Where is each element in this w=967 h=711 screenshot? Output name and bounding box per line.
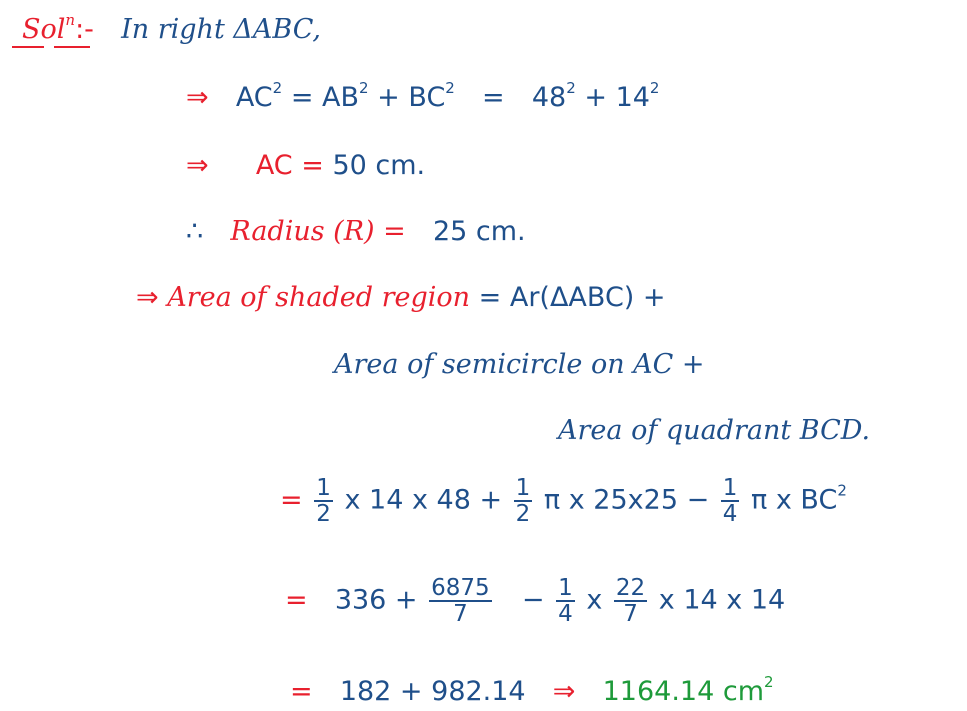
exp: 2 — [445, 79, 455, 97]
denominator: 4 — [558, 601, 573, 627]
semicircle-term: Area of semicircle on AC + — [334, 349, 705, 380]
fraction-22-7 — [614, 576, 647, 626]
equals: = — [290, 676, 313, 707]
term-14x14: x 14 x 14 — [658, 584, 786, 616]
radius-label: Radius (R) = — [230, 216, 406, 247]
numerator: 6875 — [431, 575, 490, 601]
area-triangle-term: = Ar(ΔABC) + — [478, 282, 666, 313]
value-14: 14 — [615, 82, 650, 113]
sol-underline-2 — [54, 46, 90, 48]
exp: 2 — [359, 79, 369, 97]
radius-value: 25 cm. — [432, 216, 526, 247]
exp: 2 — [649, 79, 660, 97]
equals: = — [285, 584, 308, 616]
intro-text: In right ΔABC, — [121, 14, 321, 45]
final-answer: 1164.14 cm — [602, 676, 764, 707]
step-formula-substitution — [280, 476, 847, 526]
therefore-symbol: ∴ — [186, 216, 204, 247]
quadrant-term: Area of quadrant BCD. — [558, 415, 871, 446]
step-ac-value — [186, 150, 425, 182]
equals: = — [280, 484, 303, 516]
sol-superscript: n — [65, 11, 76, 29]
fraction-quarter — [556, 576, 575, 626]
implies-arrow: ⇒ — [186, 82, 209, 113]
step-area-definition — [136, 282, 666, 314]
times: x — [586, 584, 603, 616]
solution-header — [22, 11, 321, 46]
value-48: 48 — [531, 82, 567, 113]
shaded-region-label: Area of shaded region — [167, 282, 471, 313]
ac-value: 50 cm. — [332, 150, 426, 181]
implies-arrow: ⇒ — [186, 150, 209, 181]
ac-term: AC — [235, 82, 273, 113]
denominator: 2 — [316, 501, 331, 527]
fraction-6875-7 — [429, 576, 492, 626]
fraction-quarter — [721, 476, 740, 526]
fraction-half — [514, 476, 533, 526]
step-radius — [186, 216, 526, 248]
term-triangle: x 14 x 48 + — [344, 484, 503, 516]
implies-arrow: ⇒ — [552, 676, 576, 707]
exp: 2 — [566, 79, 576, 97]
exp: 2 — [764, 673, 774, 691]
fraction-half — [314, 476, 333, 526]
bc-term: BC — [408, 82, 446, 113]
term-336: 336 + — [334, 584, 418, 616]
plus: + — [584, 82, 607, 113]
step-numeric-substitution — [285, 576, 785, 626]
denominator: 7 — [453, 601, 468, 627]
numerator: 22 — [615, 575, 646, 601]
numerator: 1 — [722, 475, 738, 501]
plus: + — [377, 82, 400, 113]
denominator: 2 — [515, 501, 531, 527]
implies-arrow: ⇒ — [136, 282, 159, 313]
sol-underline-1 — [12, 46, 44, 48]
numerator: 1 — [515, 475, 531, 501]
step-final-result — [290, 673, 774, 708]
exp: 2 — [272, 79, 283, 97]
step-pythagoras — [186, 79, 660, 114]
sol-colon: :- — [75, 14, 94, 45]
sum-expression: 182 + 982.14 — [339, 676, 526, 707]
denominator: 7 — [623, 601, 638, 627]
denominator: 4 — [722, 501, 738, 527]
exp: 2 — [837, 481, 847, 500]
equals: = — [482, 82, 505, 113]
numerator: 1 — [316, 475, 331, 501]
equals: = — [290, 82, 314, 113]
ac-label: AC = — [255, 150, 324, 181]
term-quadrant: π x BC — [751, 484, 838, 516]
numerator: 1 — [558, 575, 573, 601]
term-semicircle: π x 25x25 − — [543, 484, 710, 516]
sol-label: Sol — [22, 14, 66, 45]
ab-term: AB — [322, 82, 360, 113]
minus: − — [521, 584, 545, 616]
